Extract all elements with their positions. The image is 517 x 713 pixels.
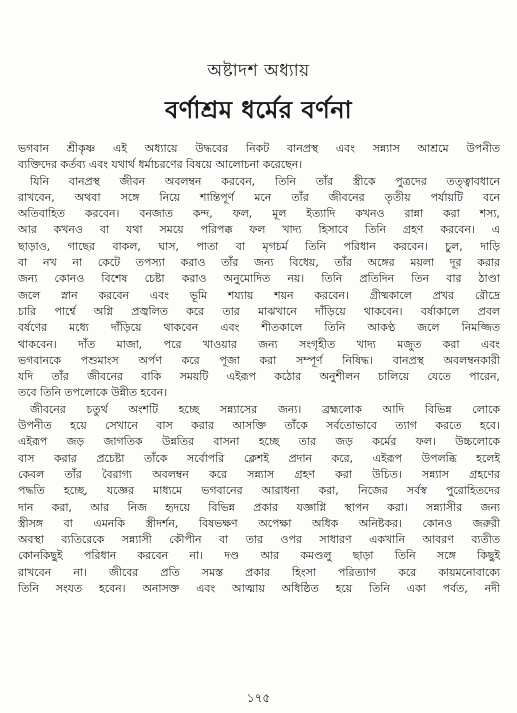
text-line: জলে স্নান করবেন এবং ভূমি শয্যায় শয়ন করবেন। গ্রীষ্মকালে প্রখর রৌদ্রে bbox=[18, 288, 500, 302]
text-line: স্ত্রীসঙ্গ বা এমনকি স্ত্রীদর্শন, বিষভক্ষণ অপেক্ষা অধিক অনিষ্টকর। কোনও জরুরী bbox=[18, 516, 500, 530]
text-line: ছাড়াও, গাছের বাকল, ঘাস, পাতা বা মৃগচর্ম তিনি পরিধান করবেন। চুল, দাড়ি bbox=[18, 239, 500, 253]
chapter-title: বর্ণাশ্রম ধর্মের বর্ণনা bbox=[164, 95, 353, 124]
text-line: বাস করার প্রচেষ্টা তাঁকে সর্বোপরি ক্লেশই প্রদান করে, এইরূপ উপলব্ধি হলেই bbox=[18, 451, 500, 465]
text-line: তবে তিনি তপলোকে উন্নীত হবেন। bbox=[18, 386, 168, 400]
text-line: ভগবান শ্রীকৃষ্ণ এই অধ্যায়ে উদ্ধবের নিকট বানপ্রস্থ এবং সন্ন্যাস আশ্রমে উপনীত bbox=[18, 142, 500, 155]
text-line: বর্ষণের মধ্যে দাঁড়িয়ে থাকবেন এবং শীতকালে তিনি আকণ্ঠ জলে নিমজ্জিত bbox=[18, 321, 500, 335]
body-text bbox=[18, 141, 500, 597]
text-line: থাকবেন। দাঁত মাজা, পরে খাওয়ার জন্য সংগৃহীত খাদ্য মজুত করা এবং bbox=[18, 337, 500, 351]
text-line: এইরূপ জড় জাগতিক উন্নতির বাসনা হচ্ছে তার জড় কর্মের ফল। উচ্চলোকে bbox=[18, 435, 500, 449]
text-line: দান করা, আর নিজ হৃদয়ে বিভিন্ন প্রকার যজ্ঞাগ্নি স্থাপন করা। সন্ন্যাসীর জন্য bbox=[18, 500, 500, 514]
text-line: বা নখ না কেটে তপস্যা করাও তাঁর জন্য বিধেয়, তাঁর অঙ্গের ময়লা দূর করার bbox=[18, 256, 500, 270]
text-line: তিনি সংযত হবেন। অনাসক্ত এবং আত্মায় অধিষ্ঠিত হয়ে তিনি একা পর্বত, নদী bbox=[18, 582, 500, 596]
text-line: জীবনের চতুর্থ অংশটি হচ্ছে সন্ন্যাসের জন্য। ব্রহ্মলোক আদি বিভিন্ন লোকে bbox=[30, 402, 500, 416]
text-line: যদি তাঁর জীবনের বাকি সময়টি এইরূপ কঠোর অনুশীলন চালিয়ে যেতে পারেন, bbox=[18, 370, 500, 384]
text-line: অবস্থা ব্যতিরেকে সন্ন্যাসী কৌপীন বা তার ওপর সাধারণ একখানি আবরণ ব্যতীত bbox=[18, 533, 500, 547]
text-line: ভগবানকে পশুমাংস অর্পণ করে পূজা করা সম্পূর্ণ নিষিদ্ধ। বানপ্রস্থ অবলম্বনকারী bbox=[18, 353, 500, 367]
text-line: আর কখনও বা যথা সময়ে পরিপক্ক ফল খাদ্য হিসাবে তিনি গ্রহণ করবেন। এ bbox=[18, 223, 500, 237]
text-line: রাখবেন না। জীবের প্রতি সমস্ত প্রকার হিংসা পরিত্যাগ করে কায়মনোবাক্যে bbox=[18, 565, 500, 579]
chapter-label: অষ্টাদশ অধ্যায় bbox=[207, 61, 310, 81]
text-line: যিনি বানপ্রস্থ জীবন অবলম্বন করবেন, তিনি তাঁর স্ত্রীকে পুত্রদের তত্ত্বাবধানে bbox=[30, 174, 500, 188]
text-line: ব্যক্তিদের কর্তব্য এবং যথার্থ ধর্মাচরণের বিষয়ে আলোচনা করেছেন। bbox=[18, 158, 303, 172]
page-number: ১৭৫ bbox=[246, 691, 271, 705]
text-line: রাখবেন, অথবা সঙ্গে নিয়ে শান্তিপূর্ণ মনে তাঁর জীবনের তৃতীয় পর্যায়টি বনে bbox=[18, 190, 500, 204]
text-line: জন্য কোনও বিশেষ চেষ্টা করাও অনুমোদিত নয়। তিনি প্রতিদিন তিন বার ঠাণ্ডা bbox=[18, 272, 500, 286]
text-line: কোনকিছুই পরিধান করবেন না। দণ্ড আর কমণ্ডলু ছাড়া তিনি সঙ্গে কিছুই bbox=[18, 549, 500, 563]
text-line: চারি পার্শ্বে অগ্নি প্রজ্বলিত করে তার মাঝখানে দাঁড়িয়ে থাকবেন। বর্ষাকালে প্রবল bbox=[18, 304, 500, 318]
text-line: কেবল তাঁর বৈরাগ্য অবলম্বন করে সন্ন্যাস গ্রহণ করা উচিত। সন্ন্যাস গ্রহণের bbox=[18, 467, 500, 481]
text-line: পদ্ধতি হচ্ছে, যজ্ঞের মাধ্যমে ভগবানের আরাধনা করা, নিজের সর্বস্ব পুরোহিতদের bbox=[18, 484, 500, 498]
text-line: উপনীত হয়ে সেখানে বাস করার আসক্তি তাঁকে সর্বতোভাবে ত্যাগ করতে হবে। bbox=[18, 419, 500, 433]
text-line: অতিবাহিত করবেন। বনজাত কন্দ, ফল, মূল ইত্যাদি কখনও রান্না করা শস্য, bbox=[18, 207, 500, 221]
